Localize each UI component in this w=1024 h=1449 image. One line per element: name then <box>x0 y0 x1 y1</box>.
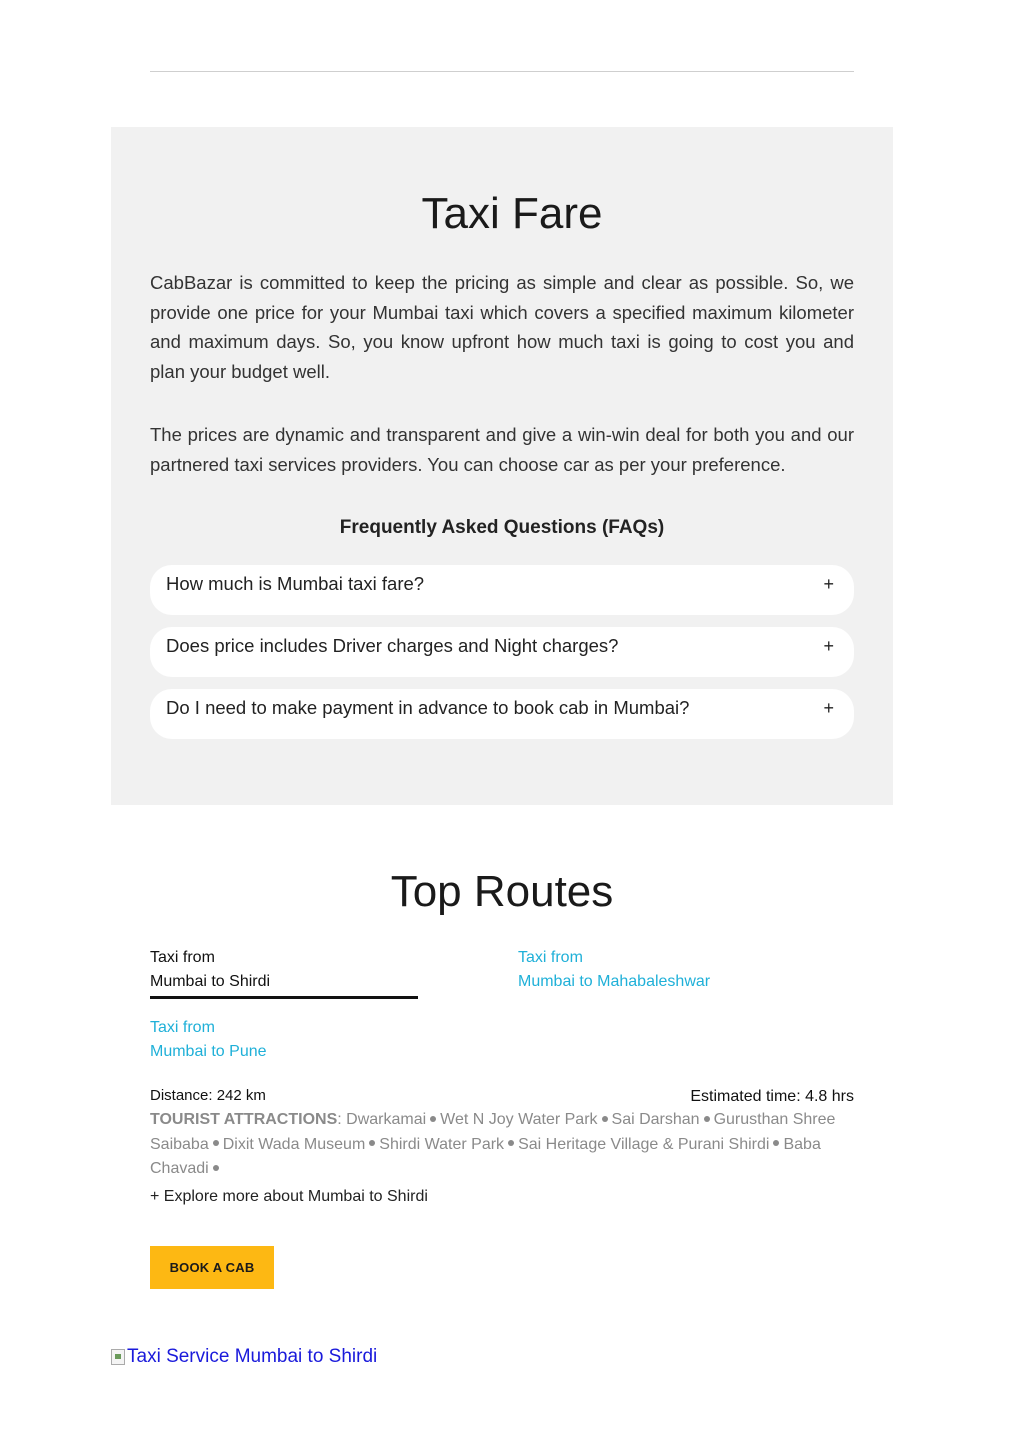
attractions-label: TOURIST ATTRACTIONS <box>150 1111 338 1128</box>
attraction-item: Gurusthan Shree Saibaba <box>150 1111 836 1153</box>
route-tab-line2: Mumbai to Shirdi <box>150 973 271 990</box>
route-image <box>111 1345 377 1369</box>
route-tab-mumbai-pune[interactable] <box>150 1016 267 1064</box>
attraction-item: Dixit Wada Museum <box>222 1135 366 1153</box>
tourist-attractions: TOURIST ATTRACTIONS: Dwarkamai Wet N Joy Water Park Sai Darshan Gurusthan Shree Saibaba Dixit Wada Museum Shirdi Water Park Sai Heritage Village & Purani Shirdi Baba Chavadi <box>150 1111 836 1177</box>
attraction-item: Dwarkamai <box>346 1111 427 1128</box>
expand-plus-icon[interactable]: + <box>823 697 834 718</box>
attraction-item: Shirdi Water Park <box>379 1135 505 1153</box>
attraction-item: Sai Heritage Village & Purani Shirdi <box>518 1135 770 1153</box>
bullet-dot-icon <box>704 1116 710 1122</box>
explore-more-link[interactable]: + Explore more about Mumbai to Shirdi <box>150 1188 428 1205</box>
route-tab-mumbai-mahabaleshwar[interactable] <box>518 946 710 994</box>
attraction-item: Sai Darshan <box>611 1111 700 1128</box>
route-image-alt-text: Taxi Service Mumbai to Shirdi <box>127 1346 378 1367</box>
bullet-dot-icon <box>602 1116 608 1122</box>
taxi-fare-title: Taxi Fare <box>421 189 603 238</box>
expand-plus-icon[interactable]: + <box>823 635 834 656</box>
attraction-item: Baba Chavadi <box>150 1135 821 1177</box>
route-tab-line1: Taxi from <box>150 949 215 966</box>
route-tab-line1: Taxi from <box>518 949 583 966</box>
bullet-dot-icon <box>773 1140 779 1146</box>
faq-question: Does price includes Driver charges and Night charges? <box>166 635 619 656</box>
book-a-cab-button[interactable]: BOOK A CAB <box>150 1246 274 1289</box>
bullet-dot-icon <box>430 1116 436 1122</box>
route-tab-line2: Mumbai to Pune <box>150 1043 267 1060</box>
top-divider <box>150 71 854 72</box>
attraction-item: Wet N Joy Water Park <box>440 1111 598 1128</box>
faq-item-mumbai-taxi-fare[interactable] <box>150 565 854 615</box>
faq-item-advance-payment[interactable] <box>150 689 854 739</box>
bullet-dot-icon <box>213 1140 219 1146</box>
bullet-dot-icon <box>508 1140 514 1146</box>
top-routes-title: Top Routes <box>390 867 614 916</box>
expand-plus-icon[interactable]: + <box>823 573 834 594</box>
bullet-dot-icon <box>369 1140 375 1146</box>
route-distance: Distance: 242 km <box>150 1087 266 1104</box>
route-estimated-time: Estimated time: 4.8 hrs <box>690 1088 854 1105</box>
route-tab-line2: Mumbai to Mahabaleshwar <box>518 973 711 990</box>
faq-item-driver-night-charges[interactable] <box>150 627 854 677</box>
faq-question: How much is Mumbai taxi fare? <box>166 573 425 594</box>
broken-image-icon <box>111 1349 125 1365</box>
bullet-dot-icon <box>213 1165 219 1171</box>
fare-paragraph-2: The prices are dynamic and transparent and give a win-win deal for both you and our partnered taxi services providers. You can choose car as per your preference. <box>150 424 854 475</box>
route-tab-line1: Taxi from <box>150 1019 215 1036</box>
faq-question: Do I need to make payment in advance to book cab in Mumbai? <box>166 697 690 718</box>
faq-heading: Frequently Asked Questions (FAQs) <box>339 517 665 538</box>
fare-paragraph-1: CabBazar is committed to keep the pricing as simple and clear as possible. So, we provide one price for your Mumbai taxi which covers a specified maximum kilometer and maximum days. So, you know upfront how much taxi is going to cost you and plan your budget well. <box>150 272 854 382</box>
route-tab-mumbai-shirdi[interactable] <box>150 946 418 999</box>
